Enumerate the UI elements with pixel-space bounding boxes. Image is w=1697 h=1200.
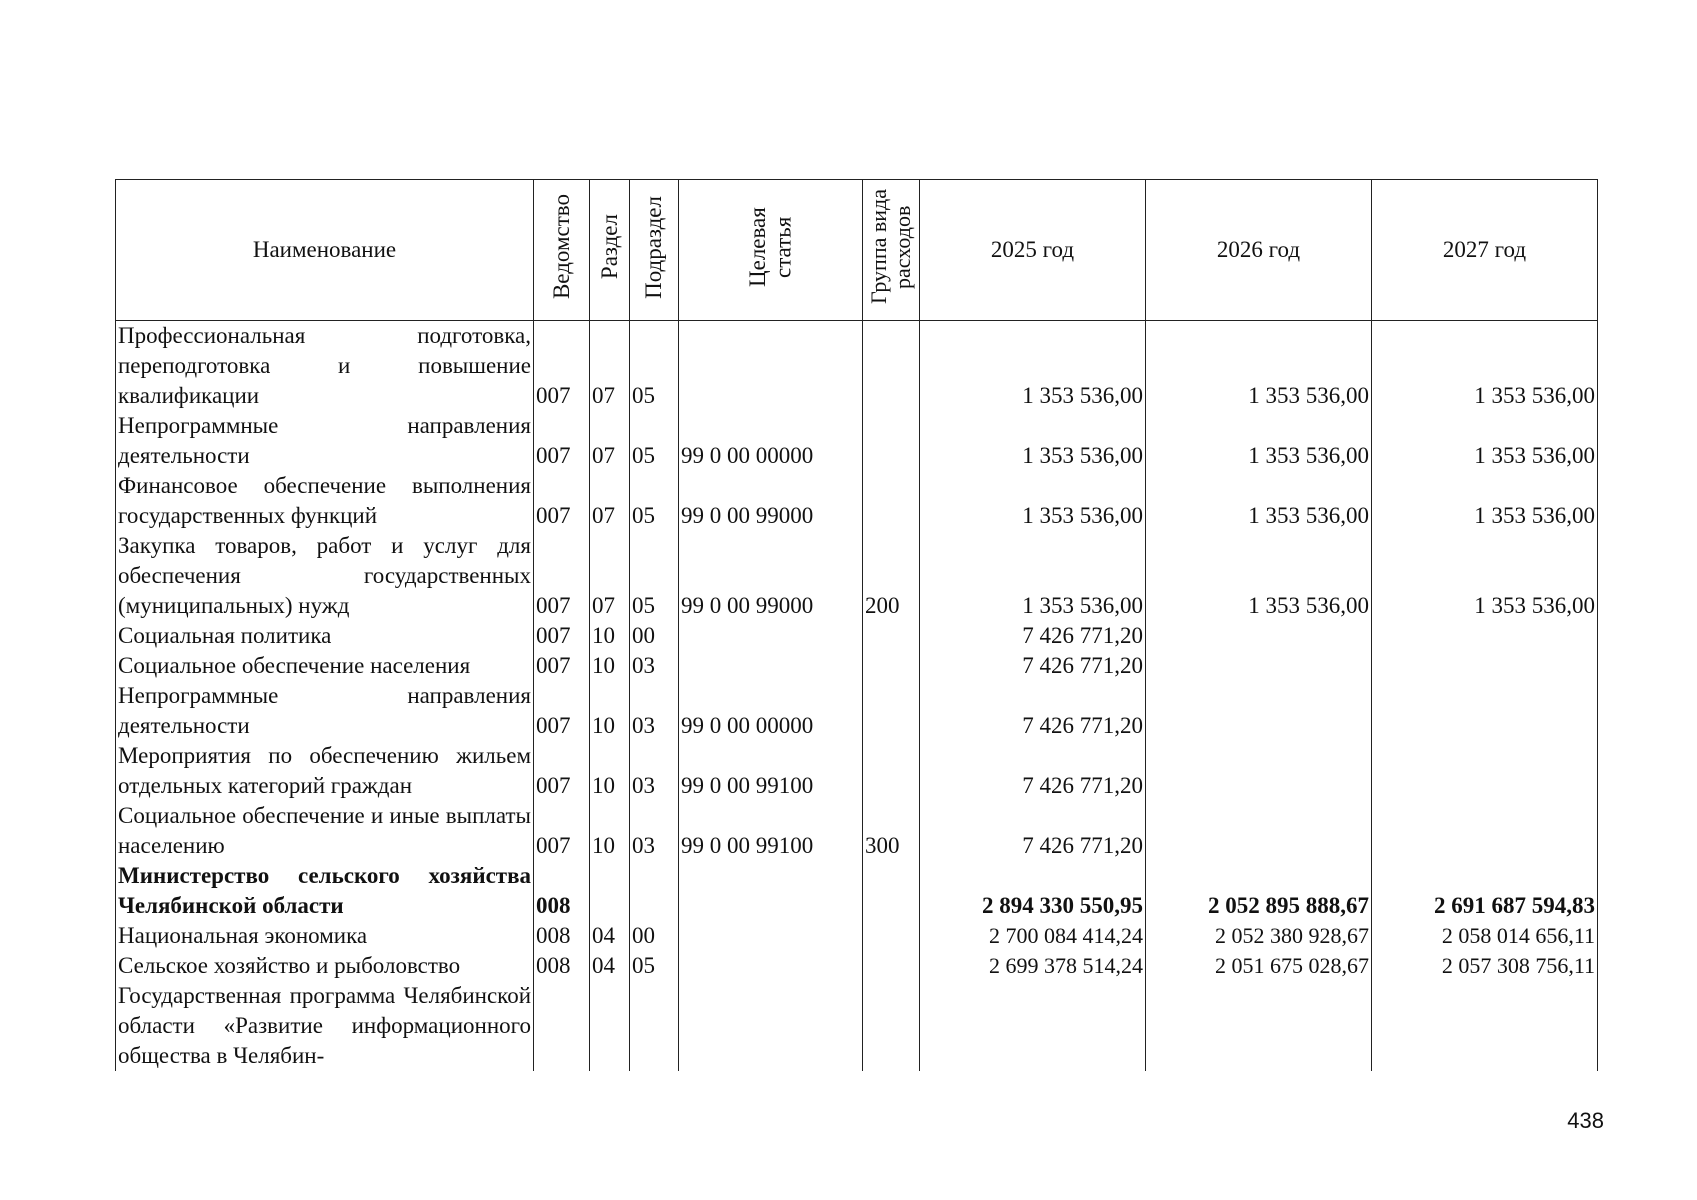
row-sec: 10 <box>590 651 630 681</box>
row-sub <box>630 861 679 921</box>
row-name: Непрограммные направления деятельности <box>116 411 534 471</box>
row-name: Профессиональная подготовка, переподготовка и повышение квалификации <box>116 321 534 412</box>
row-sec: 07 <box>590 321 630 412</box>
header-department: Ведомство <box>534 180 590 321</box>
row-2025: 1 353 536,00 <box>920 531 1146 621</box>
row-group <box>863 981 920 1071</box>
row-group <box>863 471 920 531</box>
row-sec: 10 <box>590 801 630 861</box>
row-name: Социальное обеспечение населения <box>116 651 534 681</box>
row-dept: 007 <box>534 531 590 621</box>
header-name: Наименование <box>116 180 534 321</box>
row-target: 99 0 00 99000 <box>679 531 863 621</box>
row-dept: 007 <box>534 681 590 741</box>
row-2027: 2 057 308 756,11 <box>1372 951 1598 981</box>
row-2027: 1 353 536,00 <box>1372 411 1598 471</box>
row-sub <box>630 981 679 1071</box>
row-sub: 03 <box>630 801 679 861</box>
row-group <box>863 861 920 921</box>
row-sub: 03 <box>630 651 679 681</box>
row-2026: 1 353 536,00 <box>1146 471 1372 531</box>
row-group <box>863 321 920 412</box>
table-row-ministry <box>116 861 1598 921</box>
row-dept: 007 <box>534 321 590 412</box>
row-2026 <box>1146 621 1372 651</box>
header-section: Раздел <box>590 180 630 321</box>
row-dept: 008 <box>534 861 590 921</box>
row-dept <box>534 981 590 1071</box>
row-2026 <box>1146 981 1372 1071</box>
row-2026: 2 052 895 888,67 <box>1146 861 1372 921</box>
row-name: Финансовое обеспечение выполнения государственных функций <box>116 471 534 531</box>
row-target <box>679 951 863 981</box>
table-row <box>116 921 1598 951</box>
row-2026: 1 353 536,00 <box>1146 411 1372 471</box>
table-row <box>116 651 1598 681</box>
row-2025: 1 353 536,00 <box>920 321 1146 412</box>
header-subsection: Подраздел <box>630 180 679 321</box>
row-target: 99 0 00 00000 <box>679 681 863 741</box>
row-sub: 05 <box>630 411 679 471</box>
row-target: 99 0 00 00000 <box>679 411 863 471</box>
header-group: Группа вида расходов <box>863 180 920 321</box>
table-row <box>116 411 1598 471</box>
row-target: 99 0 00 99000 <box>679 471 863 531</box>
row-sec <box>590 861 630 921</box>
row-name: Непрограммные направления деятельности <box>116 681 534 741</box>
table-row <box>116 681 1598 741</box>
row-2027 <box>1372 981 1598 1071</box>
row-group <box>863 411 920 471</box>
row-2025: 7 426 771,20 <box>920 621 1146 651</box>
table-row <box>116 471 1598 531</box>
table-body <box>116 321 1598 1072</box>
row-group: 200 <box>863 531 920 621</box>
header-2027: 2027 год <box>1372 180 1598 321</box>
table-row <box>116 621 1598 651</box>
row-sub: 00 <box>630 621 679 651</box>
row-2026: 2 051 675 028,67 <box>1146 951 1372 981</box>
row-2025: 2 699 378 514,24 <box>920 951 1146 981</box>
budget-table <box>115 179 1598 1071</box>
row-2026 <box>1146 651 1372 681</box>
row-2027 <box>1372 741 1598 801</box>
row-sub: 05 <box>630 471 679 531</box>
row-2026: 1 353 536,00 <box>1146 531 1372 621</box>
row-2025: 7 426 771,20 <box>920 801 1146 861</box>
row-2025: 7 426 771,20 <box>920 741 1146 801</box>
row-sub: 03 <box>630 741 679 801</box>
row-2027 <box>1372 621 1598 651</box>
row-2027: 1 353 536,00 <box>1372 531 1598 621</box>
row-sec: 07 <box>590 471 630 531</box>
row-group <box>863 681 920 741</box>
row-sec <box>590 981 630 1071</box>
row-sec: 10 <box>590 681 630 741</box>
table-row <box>116 801 1598 861</box>
table-row <box>116 951 1598 981</box>
row-name: Министерство сельского хозяйства Челябинской области <box>116 861 534 921</box>
row-target <box>679 321 863 412</box>
row-group <box>863 621 920 651</box>
row-dept: 008 <box>534 921 590 951</box>
row-group <box>863 921 920 951</box>
row-2026 <box>1146 801 1372 861</box>
row-2025: 2 894 330 550,95 <box>920 861 1146 921</box>
row-name: Государственная программа Челябинской области «Развитие информационного общества в Челябин- <box>116 981 534 1071</box>
row-sec: 07 <box>590 531 630 621</box>
row-dept: 007 <box>534 651 590 681</box>
row-2027 <box>1372 681 1598 741</box>
row-2027: 1 353 536,00 <box>1372 321 1598 412</box>
row-2026 <box>1146 681 1372 741</box>
row-sec: 10 <box>590 621 630 651</box>
row-sub: 05 <box>630 321 679 412</box>
row-dept: 007 <box>534 801 590 861</box>
header-2025: 2025 год <box>920 180 1146 321</box>
page-number: 438 <box>1567 1108 1604 1133</box>
row-2026: 1 353 536,00 <box>1146 321 1372 412</box>
row-sub: 05 <box>630 951 679 981</box>
row-2026: 2 052 380 928,67 <box>1146 921 1372 951</box>
row-name: Национальная экономика <box>116 921 534 951</box>
row-target: 99 0 00 99100 <box>679 801 863 861</box>
row-target <box>679 621 863 651</box>
row-name: Сельское хозяйство и рыболовство <box>116 951 534 981</box>
row-2027: 2 058 014 656,11 <box>1372 921 1598 951</box>
row-group <box>863 741 920 801</box>
table-header <box>116 180 1598 321</box>
row-dept: 007 <box>534 621 590 651</box>
row-group <box>863 951 920 981</box>
row-sub: 05 <box>630 531 679 621</box>
row-2025: 7 426 771,20 <box>920 681 1146 741</box>
row-sec: 07 <box>590 411 630 471</box>
row-name: Мероприятия по обеспечению жильем отдельных категорий граждан <box>116 741 534 801</box>
row-dept: 007 <box>534 741 590 801</box>
table-row <box>116 741 1598 801</box>
row-group <box>863 651 920 681</box>
row-2027 <box>1372 801 1598 861</box>
header-target: Целевая статья <box>679 180 863 321</box>
row-2027: 1 353 536,00 <box>1372 471 1598 531</box>
row-dept: 007 <box>534 471 590 531</box>
row-2027 <box>1372 651 1598 681</box>
row-target <box>679 921 863 951</box>
row-dept: 007 <box>534 411 590 471</box>
row-group: 300 <box>863 801 920 861</box>
row-sec: 10 <box>590 741 630 801</box>
row-2025: 7 426 771,20 <box>920 651 1146 681</box>
row-2027: 2 691 687 594,83 <box>1372 861 1598 921</box>
row-2025: 1 353 536,00 <box>920 471 1146 531</box>
row-target <box>679 651 863 681</box>
row-dept: 008 <box>534 951 590 981</box>
row-sec: 04 <box>590 951 630 981</box>
row-2025: 1 353 536,00 <box>920 411 1146 471</box>
table-row <box>116 321 1598 412</box>
row-sub: 03 <box>630 681 679 741</box>
row-name: Социальное обеспечение и иные выплаты населению <box>116 801 534 861</box>
header-2026: 2026 год <box>1146 180 1372 321</box>
row-2026 <box>1146 741 1372 801</box>
table-row <box>116 981 1598 1071</box>
row-target <box>679 861 863 921</box>
table-row <box>116 531 1598 621</box>
row-target: 99 0 00 99100 <box>679 741 863 801</box>
row-2025 <box>920 981 1146 1071</box>
row-name: Закупка товаров, работ и услуг для обеспечения государственных (муниципальных) нужд <box>116 531 534 621</box>
row-sec: 04 <box>590 921 630 951</box>
row-name: Социальная политика <box>116 621 534 651</box>
row-target <box>679 981 863 1071</box>
row-2025: 2 700 084 414,24 <box>920 921 1146 951</box>
row-sub: 00 <box>630 921 679 951</box>
